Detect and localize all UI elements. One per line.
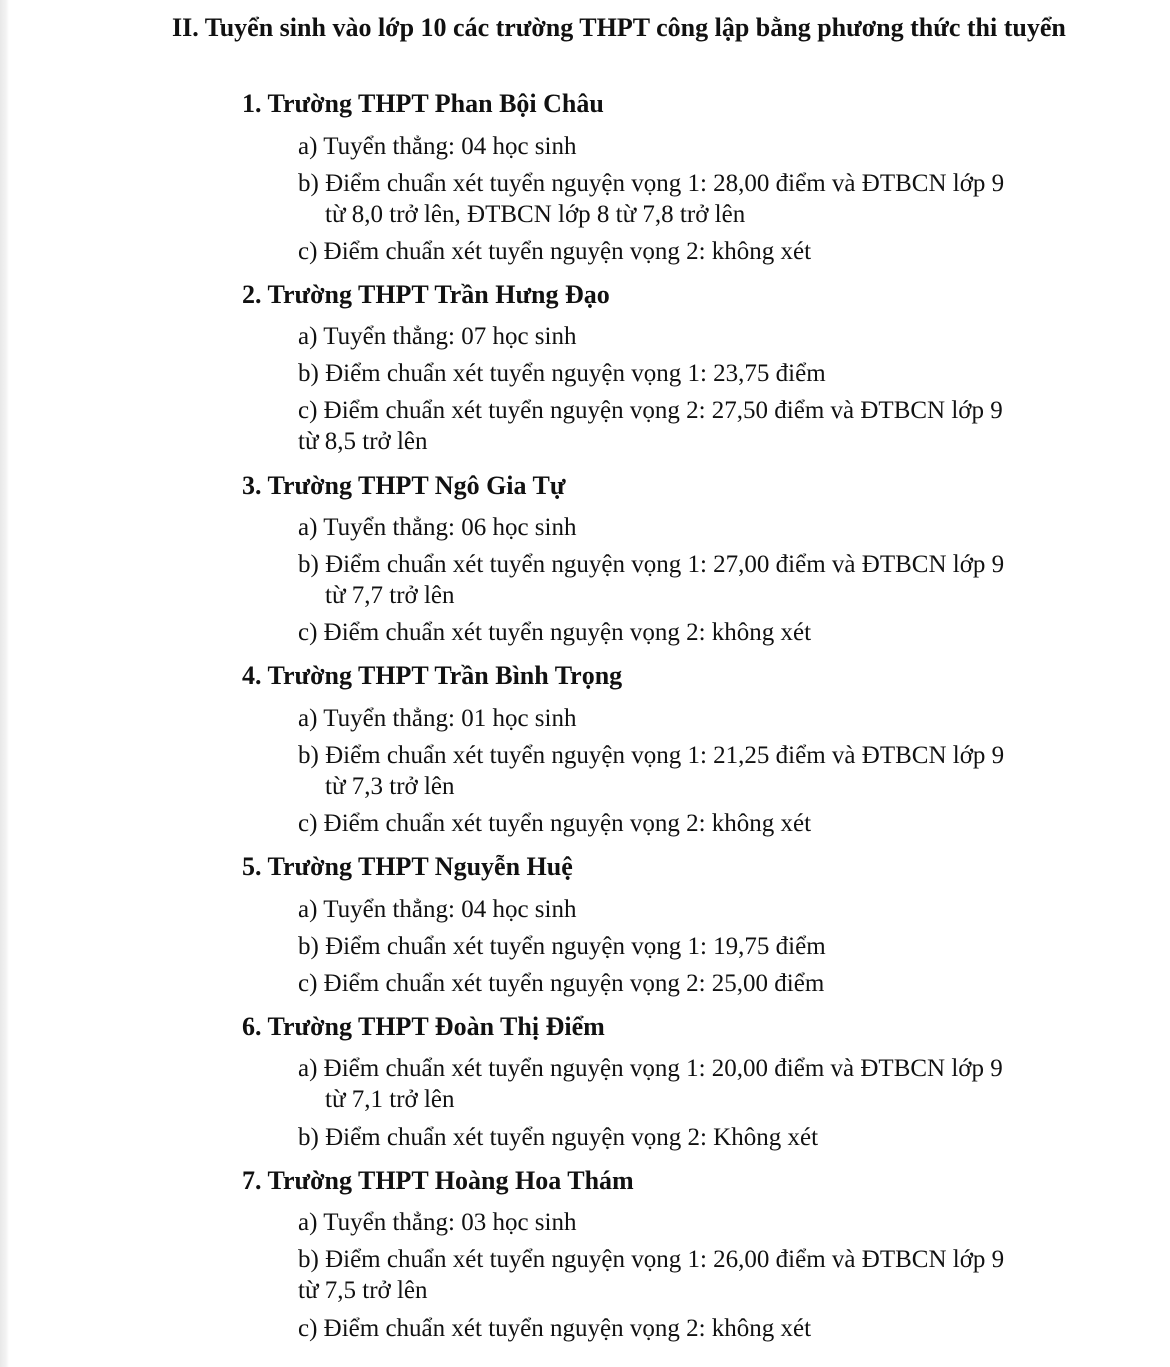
item-text: a) Điểm chuẩn xét tuyển nguyện vọng 1: 20,00 điểm và ĐTBCN lớp 9 [298,1055,1003,1082]
list-item [298,703,576,734]
school-heading-ngo-gia-tu: 3. Trường THPT Ngô Gia Tự [242,471,566,500]
school-heading-tran-hung-dao: 2. Trường THPT Trần Hưng Đạo [242,280,610,309]
school-heading-nguyen-hue: 5. Trường THPT Nguyễn Huệ [242,852,573,881]
item-text: c) Điểm chuẩn xét tuyển nguyện vọng 2: không xét [298,1315,812,1342]
list-item [298,931,826,962]
item-text: b) Điểm chuẩn xét tuyển nguyện vọng 1: 26,00 điểm và ĐTBCN lớp 9 [298,1246,1005,1273]
section-title: II. Tuyển sinh vào lớp 10 các trường THPT công lập bằng phương thức thi tuyển [172,13,1066,42]
item-text: a) Tuyển thẳng: 03 học sinh [298,1209,577,1236]
list-item [298,549,1004,611]
item-text: a) Tuyển thẳng: 01 học sinh [298,705,577,732]
item-text-continued: từ 7,3 trở lên [325,773,455,800]
item-text: b) Điểm chuẩn xét tuyển nguyện vọng 1: 21,25 điểm và ĐTBCN lớp 9 [298,742,1005,769]
item-text: b) Điểm chuẩn xét tuyển nguyện vọng 1: 27,00 điểm và ĐTBCN lớp 9 [298,551,1005,578]
item-text: c) Điểm chuẩn xét tuyển nguyện vọng 2: không xét [298,810,812,837]
list-item [298,808,811,839]
item-text-continued: từ 7,5 trở lên [298,1277,428,1304]
list-item [298,617,811,648]
list-item [298,1244,1004,1306]
list-item [298,1053,1003,1115]
list-item [298,168,1004,230]
item-text: a) Tuyển thẳng: 04 học sinh [298,133,577,160]
school-heading-hoang-hoa-tham: 7. Trường THPT Hoàng Hoa Thám [242,1166,634,1195]
item-text-continued: từ 8,5 trở lên [298,428,428,455]
list-item [298,740,1004,802]
list-item [298,131,576,162]
item-text: b) Điểm chuẩn xét tuyển nguyện vọng 1: 23,75 điểm [298,360,826,387]
item-text: c) Điểm chuẩn xét tuyển nguyện vọng 2: 27,50 điểm và ĐTBCN lớp 9 [298,397,1003,424]
item-text: c) Điểm chuẩn xét tuyển nguyện vọng 2: không xét [298,619,812,646]
item-text: b) Điểm chuẩn xét tuyển nguyện vọng 1: 19,75 điểm [298,933,826,960]
item-text: a) Tuyển thẳng: 06 học sinh [298,514,577,541]
list-item [298,236,811,267]
school-heading-phan-boi-chau: 1. Trường THPT Phan Bội Châu [242,89,604,118]
list-item [298,512,576,543]
list-item [298,395,1003,457]
item-text: a) Tuyển thẳng: 07 học sinh [298,323,577,350]
list-item [298,1207,576,1238]
item-text-continued: từ 7,7 trở lên [325,582,455,609]
school-heading-tran-binh-trong: 4. Trường THPT Trần Bình Trọng [242,661,623,690]
item-text-continued: từ 8,0 trở lên, ĐTBCN lớp 8 từ 7,8 trở lên [325,201,746,228]
item-text: b) Điểm chuẩn xét tuyển nguyện vọng 2: Không xét [298,1124,819,1151]
school-heading-doan-thi-diem: 6. Trường THPT Đoàn Thị Điểm [242,1012,605,1041]
list-item [298,894,576,925]
list-item [298,1122,818,1153]
item-text: c) Điểm chuẩn xét tuyển nguyện vọng 2: 25,00 điểm [298,970,825,997]
item-text: b) Điểm chuẩn xét tuyển nguyện vọng 1: 28,00 điểm và ĐTBCN lớp 9 [298,170,1005,197]
list-item [298,321,576,352]
list-item [298,968,824,999]
item-text: c) Điểm chuẩn xét tuyển nguyện vọng 2: không xét [298,238,812,265]
list-item [298,358,826,389]
item-text: a) Tuyển thẳng: 04 học sinh [298,896,577,923]
item-text-continued: từ 7,1 trở lên [325,1086,455,1113]
list-item [298,1313,811,1344]
